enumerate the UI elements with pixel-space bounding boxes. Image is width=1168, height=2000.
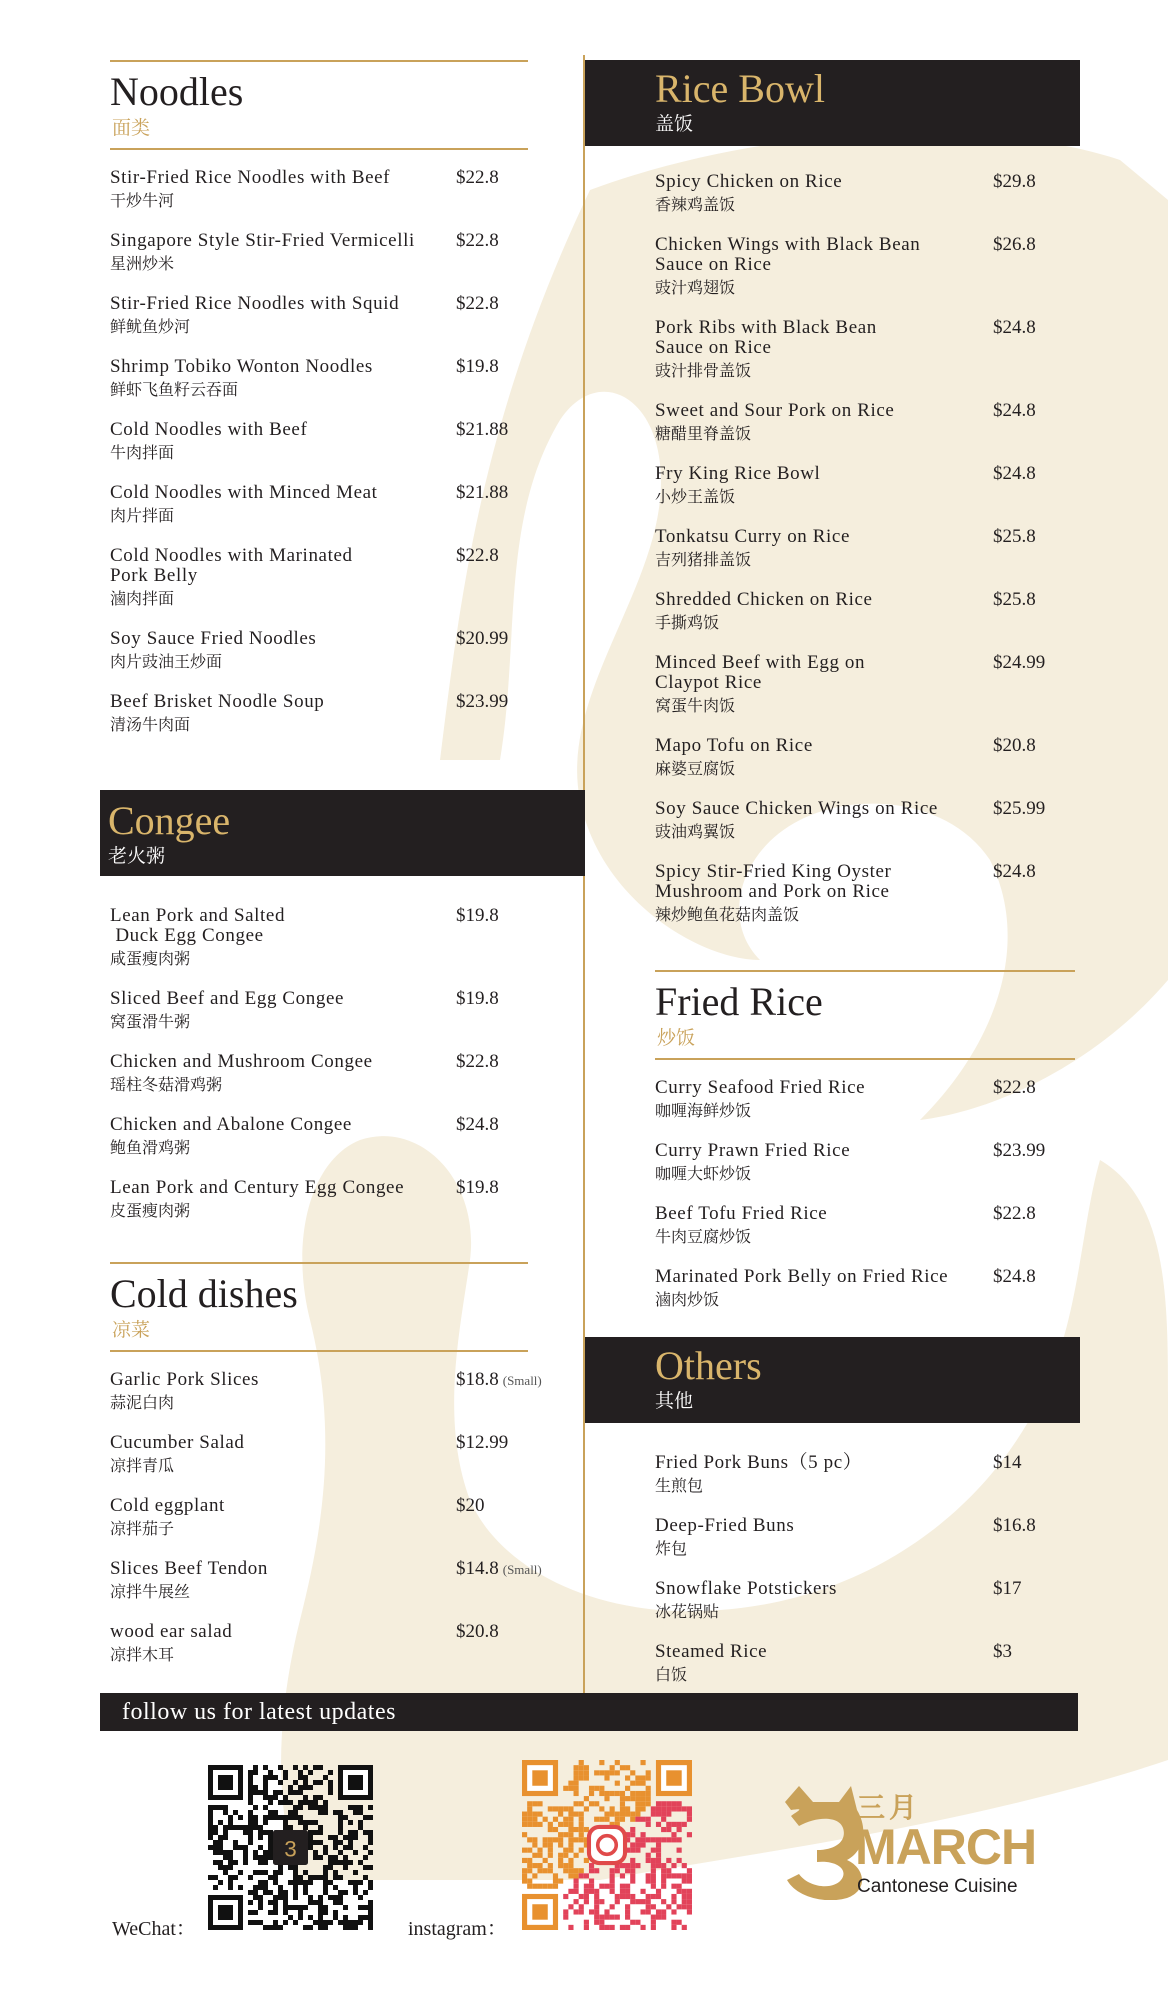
cold-dishes-section xyxy=(100,1262,580,1685)
item-price xyxy=(993,736,1036,756)
item-name-zh: 滷肉炒饭 xyxy=(655,1290,720,1309)
menu-item xyxy=(110,1622,576,1666)
item-name-en: Fry King Rice Bowl xyxy=(655,463,821,484)
menu-item xyxy=(110,357,576,401)
item-name-en: Cucumber Salad xyxy=(110,1432,245,1453)
item-name-en: Soy Sauce Chicken Wings on Rice xyxy=(655,798,938,819)
item-price-value: $19.8 xyxy=(456,905,499,926)
item-name-zh: 瑶柱冬菇滑鸡粥 xyxy=(110,1075,223,1094)
menu-item xyxy=(655,1579,1113,1623)
section-top-rule xyxy=(655,970,1075,972)
fried-rice-section xyxy=(655,970,1075,1330)
item-name-zh: 凉拌牛展丝 xyxy=(110,1582,191,1601)
menu-item xyxy=(110,420,576,464)
menu-item xyxy=(655,235,1113,299)
qr-center-logo: 3 xyxy=(284,1836,297,1862)
item-price xyxy=(456,1115,499,1135)
item-price-value: $24.8 xyxy=(456,1114,499,1135)
menu-item xyxy=(655,318,1113,382)
rice-bowl-list xyxy=(655,172,1075,945)
item-price xyxy=(456,357,499,377)
item-name-en: Cold eggplant xyxy=(110,1495,225,1516)
item-price-value: $24.8 xyxy=(993,1266,1036,1287)
menu-item xyxy=(110,546,576,610)
noodles-section xyxy=(100,60,585,790)
item-name-en: Pork Ribs with Black Bean Sauce on Rice xyxy=(655,317,877,358)
item-price-value: $22.8 xyxy=(456,230,499,251)
item-name-en: Chicken and Abalone Congee xyxy=(110,1114,352,1135)
fried-rice-list xyxy=(655,1078,1075,1311)
item-price xyxy=(993,1267,1036,1287)
item-name-en: Steamed Rice xyxy=(655,1641,768,1662)
item-price xyxy=(993,653,1045,673)
menu-item xyxy=(655,590,1113,634)
section-bottom-rule xyxy=(110,1350,528,1352)
item-price-value: $25.99 xyxy=(993,798,1046,819)
item-portion-note: (Small) xyxy=(502,1562,542,1577)
follow-text: follow us for latest updates xyxy=(122,1699,396,1725)
item-name-zh: 咸蛋瘦肉粥 xyxy=(110,949,191,968)
section-title: Rice Bowl xyxy=(655,66,825,111)
item-price xyxy=(456,168,499,188)
item-name-en: Mapo Tofu on Rice xyxy=(655,735,813,756)
item-price-value: $22.8 xyxy=(993,1077,1036,1098)
item-name-en: Garlic Pork Slices xyxy=(110,1369,260,1390)
item-price xyxy=(993,401,1036,421)
item-price-value: $23.99 xyxy=(993,1140,1046,1161)
item-price-value: $21.88 xyxy=(456,419,509,440)
menu-item xyxy=(110,692,576,736)
item-name-zh: 小炒王盖饭 xyxy=(655,487,736,506)
item-name-zh: 蒜泥白肉 xyxy=(110,1393,175,1412)
item-name-en: Stir-Fried Rice Noodles with Beef xyxy=(110,167,391,188)
menu-item xyxy=(655,172,1113,216)
item-price-value: $23.99 xyxy=(456,691,509,712)
cold-dishes-list xyxy=(110,1370,580,1666)
item-price-value: $12.99 xyxy=(456,1432,509,1453)
item-name-en: Soy Sauce Fried Noodles xyxy=(110,628,317,649)
item-price xyxy=(993,1642,1012,1662)
noodles-list xyxy=(110,168,585,736)
item-name-en: Fried Pork Buns（5 pc） xyxy=(655,1452,863,1473)
item-price xyxy=(456,629,508,649)
item-name-en: Lean Pork and Salted Duck Egg Congee xyxy=(110,905,286,946)
menu-item xyxy=(110,1178,576,1222)
item-name-zh: 香辣鸡盖饭 xyxy=(655,195,736,214)
instagram-label: instagram： xyxy=(408,1918,507,1940)
menu-item xyxy=(655,1453,1113,1497)
item-name-zh: 咖喱海鲜炒饭 xyxy=(655,1101,752,1120)
item-price-value: $22.8 xyxy=(456,167,499,188)
item-price xyxy=(456,1622,499,1642)
item-name-en: Slices Beef Tendon xyxy=(110,1558,268,1579)
item-name-en: Shredded Chicken on Rice xyxy=(655,589,873,610)
item-name-zh: 凉拌青瓜 xyxy=(110,1456,175,1475)
rice-bowl-section xyxy=(585,60,1080,146)
menu-item xyxy=(110,1052,576,1096)
item-name-zh: 白饭 xyxy=(655,1665,688,1684)
item-name-en: Beef Tofu Fried Rice xyxy=(655,1203,828,1224)
item-name-en: Spicy Stir-Fried King Oyster Mushroom and Pork on Rice xyxy=(655,861,892,902)
item-name-en: Sweet and Sour Pork on Rice xyxy=(655,400,895,421)
menu-item xyxy=(655,862,1113,926)
item-price xyxy=(456,1052,499,1072)
item-name-zh: 窝蛋滑牛粥 xyxy=(110,1012,191,1031)
menu-item xyxy=(655,401,1113,445)
item-price-value: $22.8 xyxy=(456,545,499,566)
item-price-value: $3 xyxy=(993,1641,1012,1662)
menu-item xyxy=(655,527,1113,571)
item-price xyxy=(456,1559,542,1580)
wechat-qr-code[interactable] xyxy=(208,1765,373,1930)
item-name-en: Cold Noodles with Beef xyxy=(110,419,308,440)
item-name-zh: 凉拌茄子 xyxy=(110,1519,175,1538)
item-price-value: $22.8 xyxy=(993,1203,1036,1224)
item-price xyxy=(456,546,499,566)
item-price-value: $20.99 xyxy=(456,628,509,649)
item-name-en: Spicy Chicken on Rice xyxy=(655,171,843,192)
item-price xyxy=(993,318,1036,338)
item-name-en: Shrimp Tobiko Wonton Noodles xyxy=(110,356,373,377)
menu-item xyxy=(110,1496,576,1540)
item-name-zh: 星洲炒米 xyxy=(110,254,175,273)
item-price-value: $20.8 xyxy=(993,735,1036,756)
item-price xyxy=(456,989,499,1009)
item-price xyxy=(456,1496,485,1516)
item-name-zh: 牛肉豆腐炒饭 xyxy=(655,1227,752,1246)
item-name-zh: 炸包 xyxy=(655,1539,688,1558)
item-price xyxy=(993,464,1036,484)
menu-item xyxy=(655,1516,1113,1560)
menu-item xyxy=(110,1115,576,1159)
menu-item xyxy=(110,1559,576,1603)
item-price-value: $16.8 xyxy=(993,1515,1036,1536)
item-name-zh: 咖喱大虾炒饭 xyxy=(655,1164,752,1183)
menu-item xyxy=(655,1267,1113,1311)
item-name-en: Chicken and Mushroom Congee xyxy=(110,1051,373,1072)
item-price xyxy=(993,799,1045,819)
section-subtitle: 盖饭 xyxy=(655,113,694,135)
congee-list xyxy=(110,906,580,1241)
item-name-en: Beef Brisket Noodle Soup xyxy=(110,691,325,712)
item-name-zh: 冰花锅贴 xyxy=(655,1602,720,1621)
item-price-value: $22.8 xyxy=(456,1051,499,1072)
item-price xyxy=(456,692,508,712)
item-price xyxy=(456,1433,508,1453)
item-name-zh: 鲜虾飞鱼籽云吞面 xyxy=(110,380,239,399)
item-price xyxy=(456,1370,542,1391)
section-subtitle: 面类 xyxy=(112,117,151,139)
section-title: Cold dishes xyxy=(110,1271,298,1316)
item-name-zh: 手撕鸡饭 xyxy=(655,613,720,632)
others-section xyxy=(585,1337,1080,1423)
menu-item xyxy=(655,1141,1113,1185)
item-price-value: $21.88 xyxy=(456,482,509,503)
item-price-value: $24.8 xyxy=(993,861,1036,882)
menu-item xyxy=(110,294,576,338)
item-name-en: Sliced Beef and Egg Congee xyxy=(110,988,345,1009)
item-name-en: Cold Noodles with Minced Meat xyxy=(110,482,378,503)
section-bottom-rule xyxy=(110,148,528,150)
item-name-zh: 凉拌木耳 xyxy=(110,1645,175,1664)
item-price xyxy=(456,483,508,503)
item-name-en: Deep-Fried Buns xyxy=(655,1515,795,1536)
menu-item xyxy=(110,231,576,275)
item-price xyxy=(456,906,499,926)
item-price xyxy=(993,1579,1022,1599)
item-price xyxy=(993,1078,1036,1098)
menu-item xyxy=(110,989,576,1033)
item-price xyxy=(456,294,499,314)
section-subtitle: 炒饭 xyxy=(657,1027,696,1049)
menu-item xyxy=(110,168,576,212)
item-name-zh: 豉油鸡翼饭 xyxy=(655,822,736,841)
item-price xyxy=(993,862,1036,882)
item-name-en: Curry Prawn Fried Rice xyxy=(655,1140,851,1161)
item-name-zh: 豉汁排骨盖饭 xyxy=(655,361,752,380)
item-name-en: Marinated Pork Belly on Fried Rice xyxy=(655,1266,949,1287)
item-price xyxy=(456,1178,499,1198)
item-name-en: Curry Seafood Fried Rice xyxy=(655,1077,866,1098)
instagram-qr-code[interactable] xyxy=(522,1760,692,1930)
menu-item xyxy=(655,736,1113,780)
item-name-zh: 皮蛋瘦肉粥 xyxy=(110,1201,191,1220)
item-price-value: $29.8 xyxy=(993,171,1036,192)
item-name-zh: 辣炒鲍鱼花菇肉盖饭 xyxy=(655,905,800,924)
item-price-value: $14 xyxy=(993,1452,1022,1473)
section-subtitle: 老火粥 xyxy=(108,845,166,867)
item-price xyxy=(993,235,1036,255)
item-price-value: $26.8 xyxy=(993,234,1036,255)
item-price-value: $24.99 xyxy=(993,652,1046,673)
item-price-value: $24.8 xyxy=(993,317,1036,338)
item-name-zh: 干炒牛河 xyxy=(110,191,175,210)
section-title: Noodles xyxy=(110,69,244,114)
item-name-zh: 吉列猪排盖饭 xyxy=(655,550,752,569)
right-column xyxy=(585,60,1080,1684)
section-subtitle: 其他 xyxy=(655,1390,694,1412)
item-price-value: $24.8 xyxy=(993,463,1036,484)
item-name-zh: 豉汁鸡翅饭 xyxy=(655,278,736,297)
brand-chinese-name: 三月 xyxy=(857,1791,922,1824)
item-price-value: $19.8 xyxy=(456,356,499,377)
item-portion-note: (Small) xyxy=(502,1373,542,1388)
menu-item xyxy=(110,906,576,970)
item-price-value: $25.8 xyxy=(993,526,1036,547)
menu-item xyxy=(110,483,576,527)
item-price-value: $18.8 xyxy=(456,1369,499,1390)
item-price-value: $17 xyxy=(993,1578,1022,1599)
menu-item xyxy=(655,1204,1113,1248)
item-name-en: Tonkatsu Curry on Rice xyxy=(655,526,850,547)
item-name-en: Lean Pork and Century Egg Congee xyxy=(110,1177,405,1198)
wechat-label: WeChat： xyxy=(112,1918,196,1940)
item-price xyxy=(993,527,1036,547)
item-name-zh: 肉片拌面 xyxy=(110,506,175,525)
section-subtitle: 凉菜 xyxy=(112,1319,151,1341)
item-name-zh: 鲍鱼滑鸡粥 xyxy=(110,1138,191,1157)
item-price-value: $20.8 xyxy=(456,1621,499,1642)
item-price-value: $20 xyxy=(456,1495,485,1516)
item-name-zh: 清汤牛肉面 xyxy=(110,715,191,734)
item-name-en: Minced Beef with Egg on Claypot Rice xyxy=(655,652,866,693)
item-name-zh: 肉片豉油王炒面 xyxy=(110,652,223,671)
item-name-zh: 窝蛋牛肉饭 xyxy=(655,696,736,715)
item-name-zh: 生煎包 xyxy=(655,1476,704,1495)
item-name-en: Stir-Fried Rice Noodles with Squid xyxy=(110,293,400,314)
section-top-rule xyxy=(110,60,528,62)
menu-item xyxy=(655,799,1113,843)
menu-item xyxy=(655,1642,1113,1686)
item-price-value: $14.8 xyxy=(456,1558,499,1579)
item-price xyxy=(993,1453,1022,1473)
item-price xyxy=(456,420,508,440)
brand-logo xyxy=(777,1780,1067,1900)
item-price xyxy=(456,231,499,251)
menu-item xyxy=(655,464,1113,508)
item-price-value: $25.8 xyxy=(993,589,1036,610)
left-column xyxy=(100,60,585,1664)
item-price-value: $22.8 xyxy=(456,293,499,314)
brand-name: MARCH xyxy=(855,1819,1037,1875)
item-name-zh: 糖醋里脊盖饭 xyxy=(655,424,752,443)
item-name-zh: 鲜鱿鱼炒河 xyxy=(110,317,191,336)
item-name-zh: 麻婆豆腐饭 xyxy=(655,759,736,778)
section-top-rule xyxy=(110,1262,528,1264)
section-title: Fried Rice xyxy=(655,979,823,1024)
others-list xyxy=(655,1453,1075,1705)
section-title: Congee xyxy=(108,798,231,843)
item-price xyxy=(993,590,1036,610)
item-price-value: $24.8 xyxy=(993,400,1036,421)
item-name-en: wood ear salad xyxy=(110,1621,233,1642)
item-price xyxy=(993,1204,1036,1224)
item-price xyxy=(993,1141,1045,1161)
item-name-zh: 滷肉拌面 xyxy=(110,589,175,608)
section-title: Others xyxy=(655,1343,762,1388)
item-name-en: Cold Noodles with Marinated Pork Belly xyxy=(110,545,353,586)
item-name-en: Singapore Style Stir-Fried Vermicelli xyxy=(110,230,415,251)
follow-banner xyxy=(100,1693,1078,1731)
menu-item xyxy=(655,653,1113,717)
menu-item xyxy=(110,1370,576,1414)
item-name-en: Chicken Wings with Black Bean Sauce on Rice xyxy=(655,234,921,275)
brand-tagline: Cantonese Cuisine xyxy=(857,1876,1018,1897)
congee-section xyxy=(100,790,585,876)
menu-item xyxy=(110,629,576,673)
section-bottom-rule xyxy=(655,1058,1075,1060)
menu-item xyxy=(655,1078,1113,1122)
item-price-value: $19.8 xyxy=(456,988,499,1009)
item-name-en: Snowflake Potstickers xyxy=(655,1578,837,1599)
menu-item xyxy=(110,1433,576,1477)
item-price xyxy=(993,1516,1036,1536)
item-price-value: $19.8 xyxy=(456,1177,499,1198)
item-price xyxy=(993,172,1036,192)
item-name-zh: 牛肉拌面 xyxy=(110,443,175,462)
